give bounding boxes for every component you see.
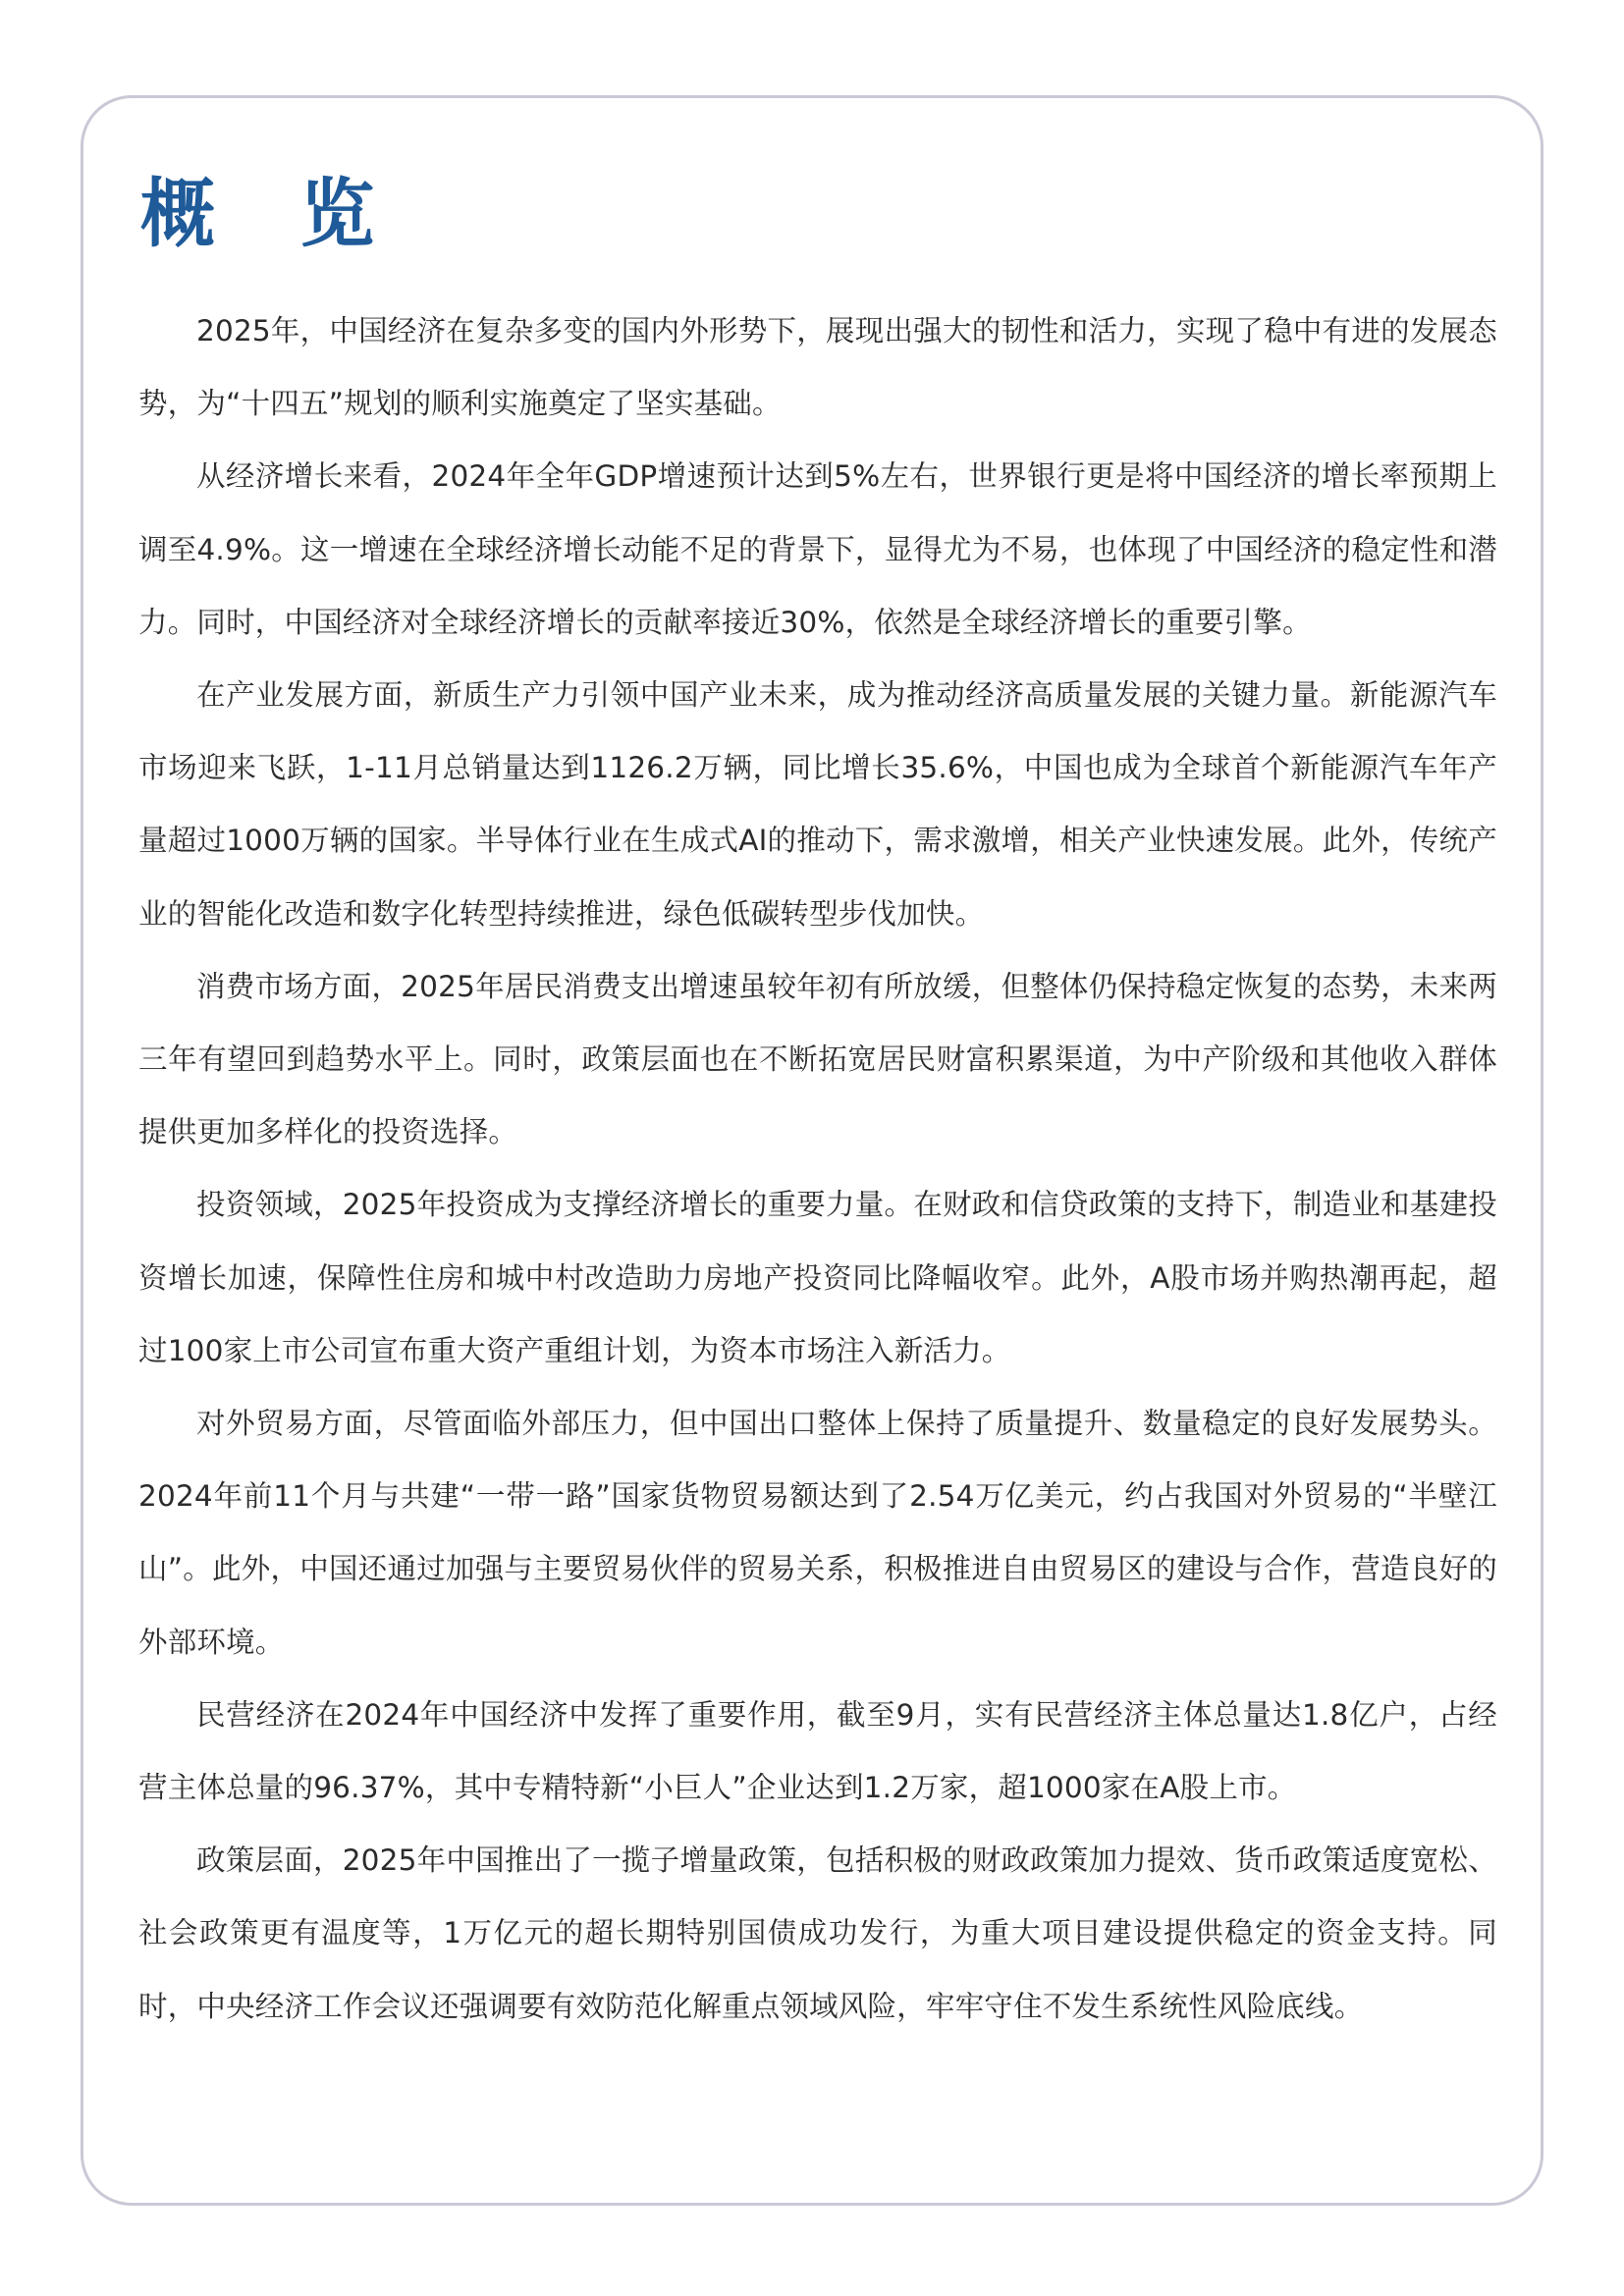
body-text <box>138 294 1497 2043</box>
paragraph-investment: 投资领域，2025年投资成为支撑经济增长的重要力量。在财政和信贷政策的支持下，制造业和基建投资增长加速，保障性住房和城中村改造助力房地产投资同比降幅收窄。此外，A股市场并购热潮再起，超过100家上市公司宣布重大资产重组计划，为资本市场注入新活力。 <box>138 1188 1497 1367</box>
paragraph-private-economy: 民营经济在2024年中国经济中发挥了重要作用，截至9月，实有民营经济主体总量达1.8亿户，占经营主体总量的96.37%，其中专精特新“小巨人”企业达到1.2万家，超1000家在A股上市。 <box>138 1697 1497 1805</box>
paragraph-policy: 政策层面，2025年中国推出了一揽子增量政策，包括积极的财政政策加力提效、货币政策适度宽松、社会政策更有温度等，1万亿元的超长期特别国债成功发行，为重大项目建设提供稳定的资金支持。同时，中央经济工作会议还强调要有效防范化解重点领域风险，牢牢守住不发生系统性风险底线。 <box>138 1843 1497 2023</box>
paragraph-economic-growth: 从经济增长来看，2024年全年GDP增速预计达到5%左右，世界银行更是将中国经济的增长率预期上调至4.9%。这一增速在全球经济增长动能不足的背景下，显得尤为不易，也体现了中国经济的稳定性和潜力。同时，中国经济对全球经济增长的贡献率接近30%，依然是全球经济增长的重要引擎。 <box>138 459 1497 639</box>
paragraph-consumption: 消费市场方面，2025年居民消费支出增速虽较年初有所放缓，但整体仍保持稳定恢复的态势，未来两三年有望回到趋势水平上。同时，政策层面也在不断拓宽居民财富积累渠道，为中产阶级和其他收入群体提供更加多样化的投资选择。 <box>138 969 1497 1149</box>
paragraph-foreign-trade: 对外贸易方面，尽管面临外部压力，但中国出口整体上保持了质量提升、数量稳定的良好发展势头。2024年前11个月与共建“一带一路”国家货物贸易额达到了2.54万亿美元，约占我国对外贸易的“半壁江山”。此外，中国还通过加强与主要贸易伙伴的贸易关系，积极推进自由贸易区的建设与合作，营造良好的外部环境。 <box>138 1407 1497 1659</box>
paragraph-intro: 2025年，中国经济在复杂多变的国内外形势下，展现出强大的韧性和活力，实现了稳中有进的发展态势，为“十四五”规划的顺利实施奠定了坚实基础。 <box>138 314 1497 421</box>
page-title: 概 览 <box>140 170 405 257</box>
paragraph-industry: 在产业发展方面，新质生产力引领中国产业未来，成为推动经济高质量发展的关键力量。新能源汽车市场迎来飞跃，1-11月总销量达到1126.2万辆，同比增长35.6%，中国也成为全球首个新能源汽车年产量超过1000万辆的国家。半导体行业在生成式AI的推动下，需求激增，相关产业快速发展。此外，传统产业的智能化改造和数字化转型持续推进，绿色低碳转型步伐加快。 <box>138 678 1497 931</box>
